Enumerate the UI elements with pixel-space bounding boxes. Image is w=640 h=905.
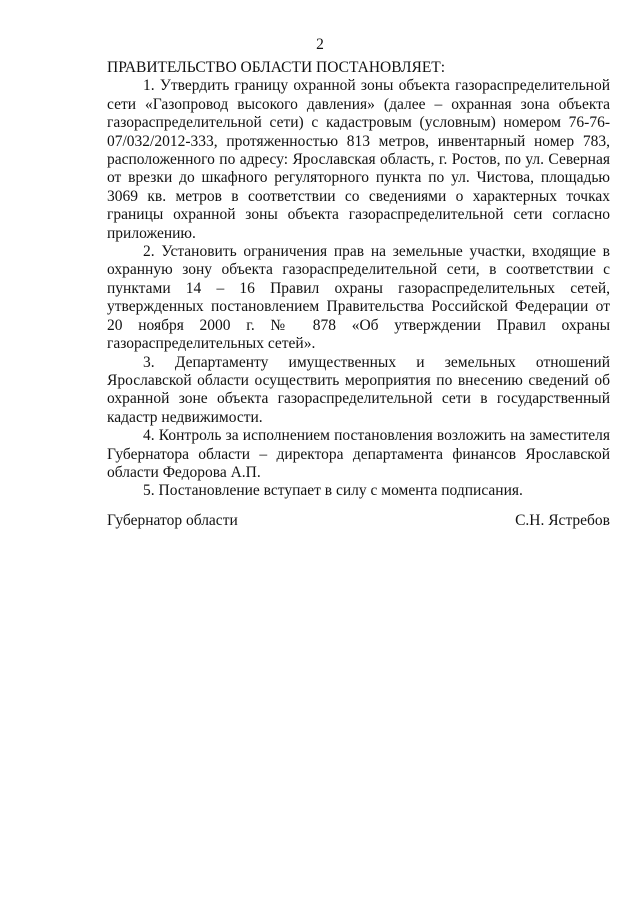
page-number: 2 [316, 36, 324, 53]
paragraph-5: 5. Постановление вступает в силу с момента подписания. [143, 482, 523, 500]
signatory-name: С.Н. Ястребов [515, 512, 610, 529]
resolution-heading: ПРАВИТЕЛЬСТВО ОБЛАСТИ ПОСТАНОВЛЯЕТ: [107, 59, 446, 76]
paragraph-1: 1. Утвердить границу охранной зоны объекта газораспределительной сети «Газопровод высокого давления» (далее – охранная зона объекта газораспределительной сети) с кадастровым (условным) номером 76-76-07/032/2012-333, протяженностью 813 метров, инвентарный номер 783, расположенного по адресу: Ярославская область, г. Ростов, по ул. Северная от врезки до шкафного регуляторного пункта по ул. Чистова, площадью 3069 кв. метров в соответствии со сведениями о характерных точках границы охранной зоны объекта газораспределительной сети согласно приложению. [107, 77, 610, 242]
paragraph-4: 4. Контроль за исполнением постановления возложить на заместителя Губернатора области – директора департамента финансов Ярославской области Федорова А.П. [107, 427, 610, 481]
paragraph-3: 3. Департаменту имущественных и земельных отношений Ярославской области осуществить мероприятия по внесению сведений об охранной зоне объекта газораспределительной сети в государственный кадастр недвижимости. [107, 353, 610, 426]
paragraph-2: 2. Установить ограничения прав на земельные участки, входящие в охранную зону объекта газораспределительной сети, в соответствии с пунктами 14 – 16 Правил охраны газораспределительных сетей, утвержденных постановлением Правительства Российской Федерации от 20 ноября 2000 г. № 878 «Об утверждении Правил охраны газораспределительных сетей». [107, 243, 610, 353]
signatory-title: Губернатор области [107, 512, 238, 529]
document-body [107, 59, 610, 501]
